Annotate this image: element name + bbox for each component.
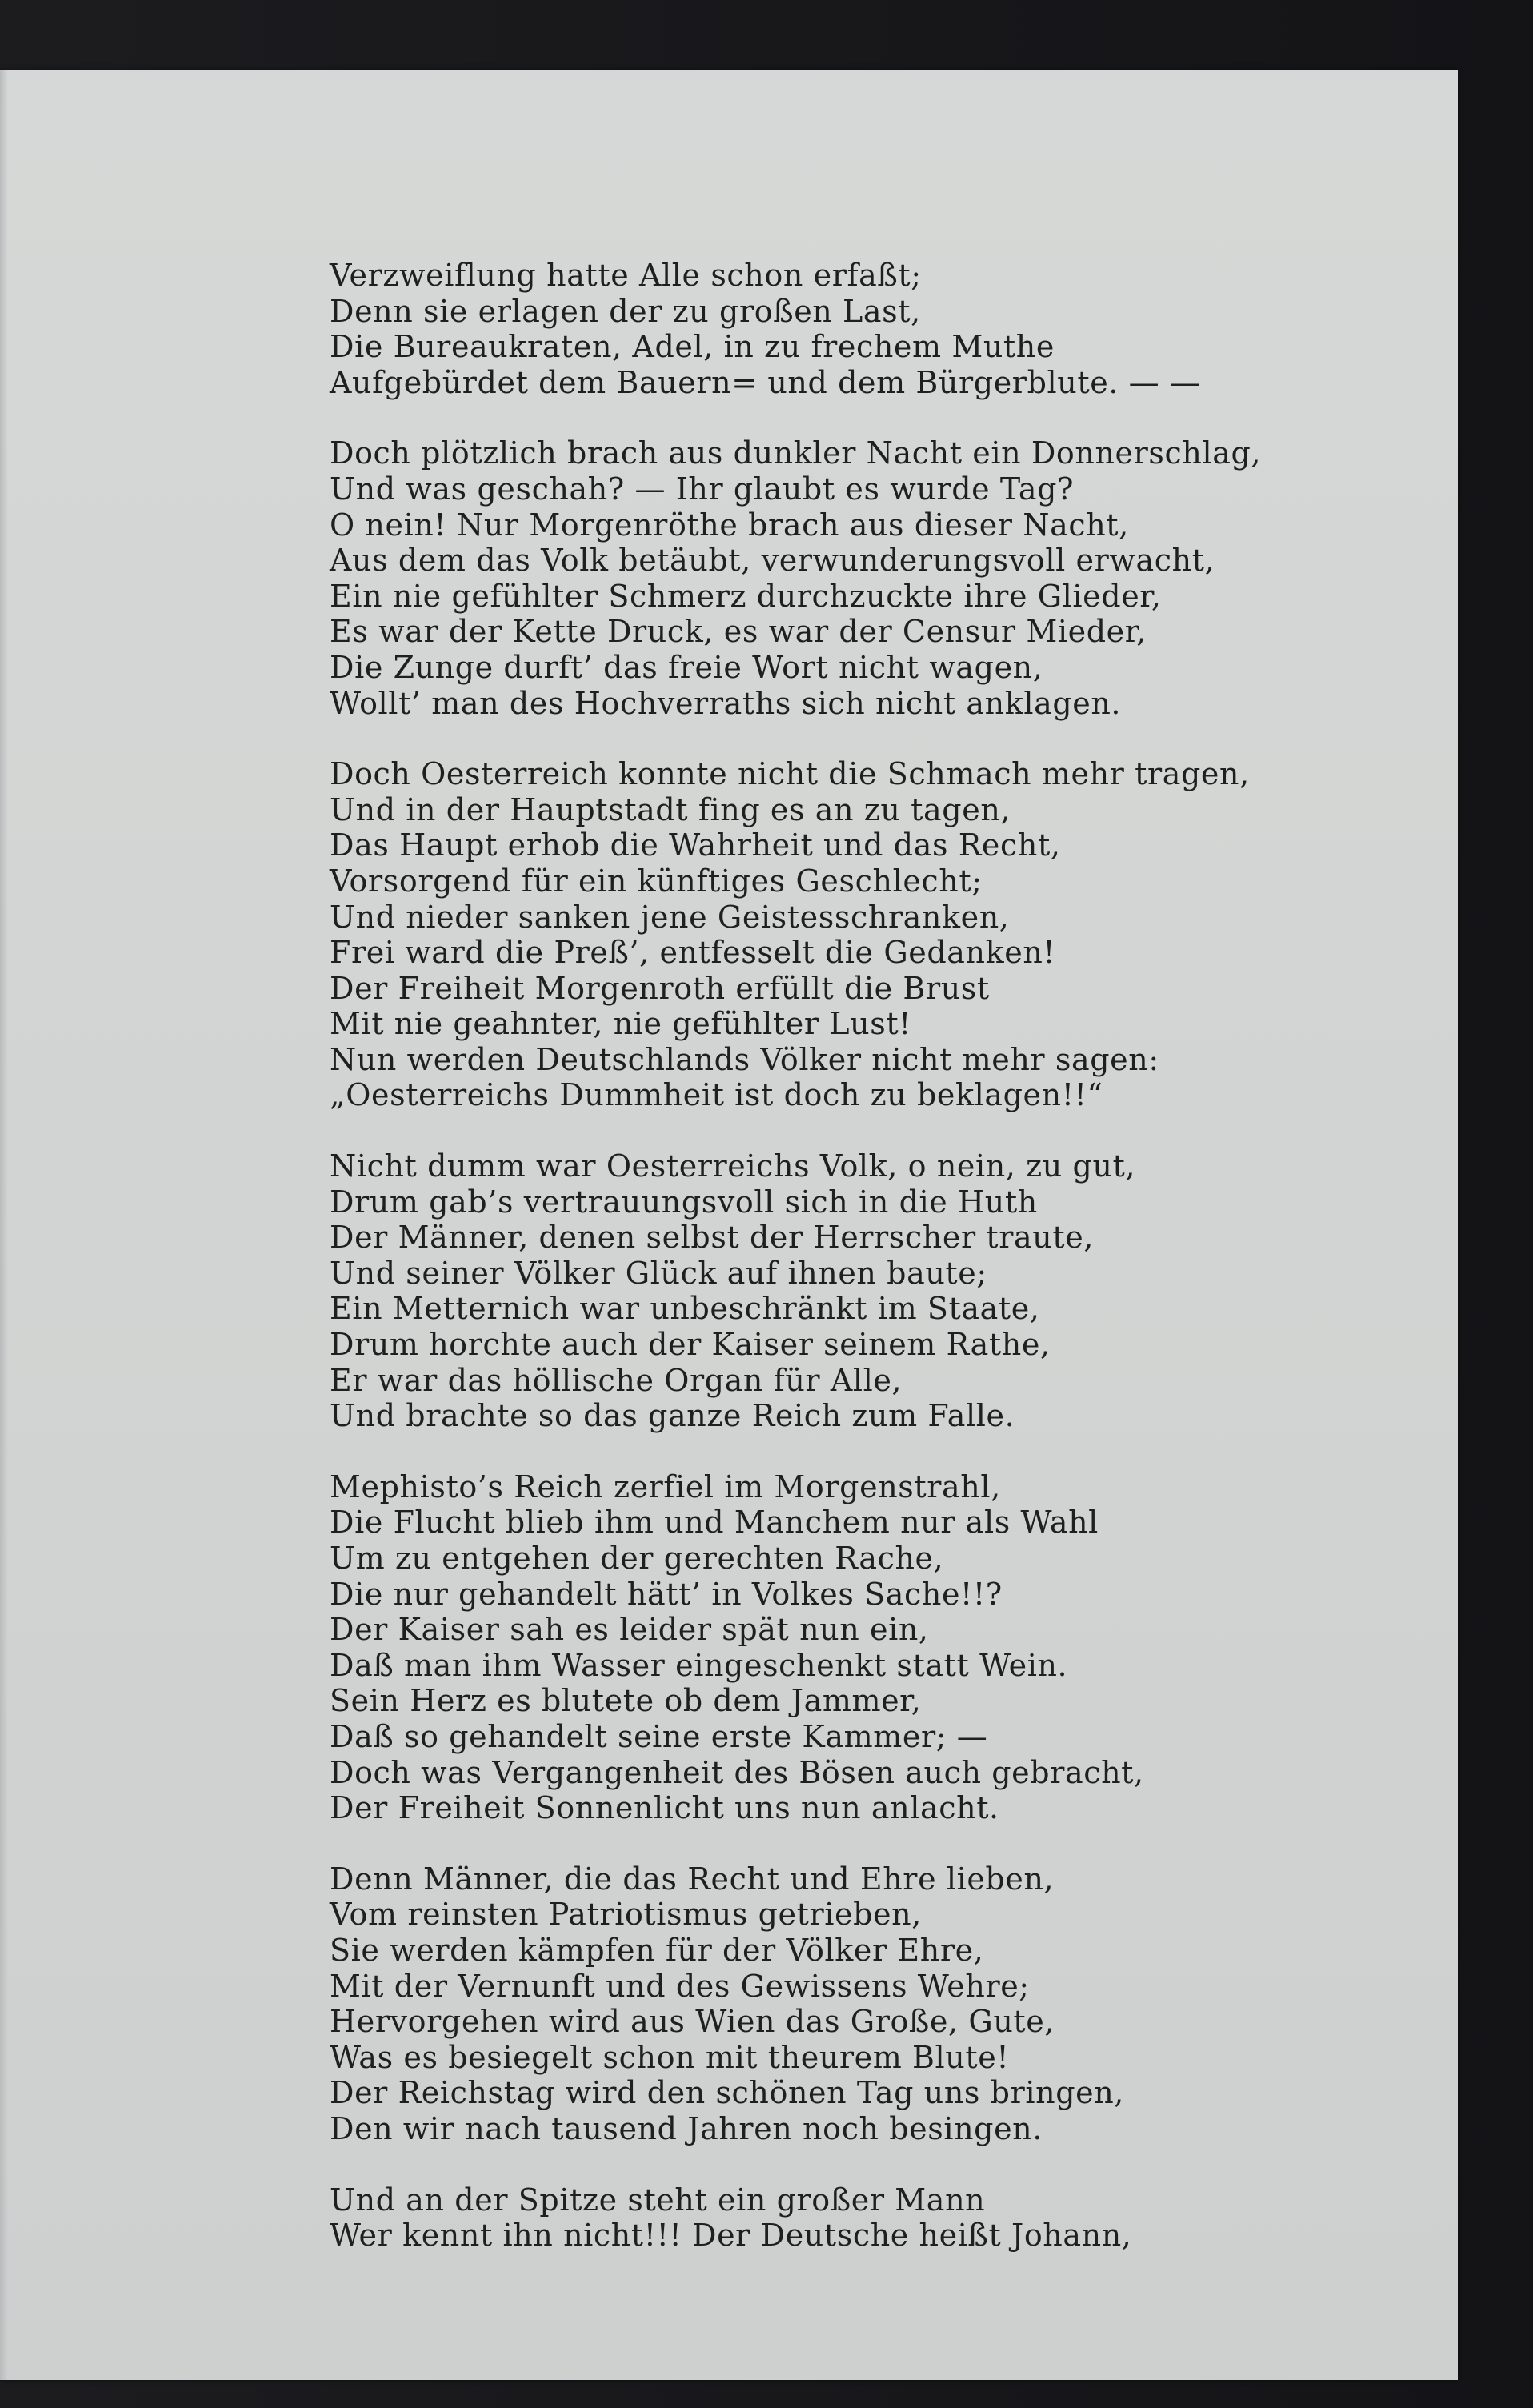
poem-line: „Oesterreichs Dummheit ist doch zu beklagen!!“ — [330, 1077, 1103, 1113]
poem-line: Und brachte so das ganze Reich zum Falle. — [330, 1398, 1015, 1434]
poem-line: Und in der Hauptstadt fing es an zu tagen, — [330, 791, 1011, 827]
poem-line: Nicht dumm war Oesterreichs Volk, o nein, zu gut, — [330, 1148, 1136, 1184]
poem-line: Die Flucht blieb ihm und Manchem nur als Wahl — [330, 1504, 1099, 1541]
stanza — [330, 2182, 1378, 2254]
poem-line: Die Bureaukraten, Adel, in zu frechem Muthe — [330, 329, 1055, 365]
poem-line: Drum gab’s vertrauungsvoll sich in die Huth — [330, 1184, 1038, 1220]
stanza — [330, 1148, 1378, 1434]
poem-line: Verzweiflung hatte Alle schon erfaßt; — [330, 258, 922, 293]
poem-line: Der Freiheit Sonnenlicht uns nun anlacht. — [330, 1790, 999, 1826]
poem-line: Doch Oesterreich konnte nicht die Schmach mehr tragen, — [330, 756, 1250, 792]
poem-line: Den wir nach tausend Jahren noch besingen. — [330, 2110, 1043, 2146]
poem-line: Daß man ihm Wasser eingeschenkt statt Wein. — [330, 1647, 1068, 1683]
poem-line: Der Männer, denen selbst der Herrscher traute, — [330, 1220, 1094, 1256]
stanza — [330, 1469, 1378, 1826]
poem-line: Der Reichstag wird den schönen Tag uns bringen, — [330, 2075, 1124, 2111]
poem-line: Doch plötzlich brach aus dunkler Nacht ein Donnerschlag, — [330, 435, 1262, 471]
poem-line: Ein nie gefühlter Schmerz durchzuckte ihre Glieder, — [330, 578, 1162, 614]
poem-line: Und was geschah? — Ihr glaubt es wurde Tag? — [330, 471, 1075, 507]
poem-line: Der Kaiser sah es leider spät nun ein, — [330, 1612, 929, 1648]
poem-line: Um zu entgehen der gerechten Rache, — [330, 1541, 944, 1576]
poem-line: Vorsorgend für ein künftiges Geschlecht; — [330, 863, 983, 899]
poem-line: Aufgebürdet dem Bauern= und dem Bürgerblute. — — — [330, 364, 1201, 400]
poem-line: Sie werden kämpfen für der Völker Ehre, — [330, 1932, 984, 1968]
poem-line: Und seiner Völker Glück auf ihnen baute; — [330, 1255, 987, 1291]
page-edge-shadow — [0, 70, 8, 2380]
poem-line: O nein! Nur Morgenröthe brach aus dieser Nacht, — [330, 507, 1129, 543]
poem-line: Er war das höllische Organ für Alle, — [330, 1362, 903, 1398]
poem-line: Doch was Vergangenheit des Bösen auch gebracht, — [330, 1754, 1144, 1790]
poem-line: Denn Männer, die das Recht und Ehre lieben, — [330, 1861, 1055, 1897]
poem-line: Denn sie erlagen der zu großen Last, — [330, 293, 921, 329]
poem-line: Mit nie geahnter, nie gefühlter Lust! — [330, 1006, 912, 1042]
poem-line: Wer kennt ihn nicht!!! Der Deutsche heißt Johann, — [330, 2218, 1132, 2254]
poem-line: Es war der Kette Druck, es war der Censur Mieder, — [330, 614, 1147, 650]
poem-line: Und nieder sanken jene Geistesschranken, — [330, 899, 1010, 935]
poem-text — [330, 258, 1378, 2289]
poem-line: Aus dem das Volk betäubt, verwunderungsvoll erwacht, — [330, 543, 1215, 579]
poem-line: Mit der Vernunft und des Gewissens Wehre; — [330, 1968, 1030, 2004]
poem-line: Daß so gehandelt seine erste Kammer; — — [330, 1718, 988, 1754]
poem-line: Sein Herz es blutete ob dem Jammer, — [330, 1683, 922, 1719]
poem-line: Mephisto’s Reich zerfiel im Morgenstrahl, — [330, 1468, 1001, 1504]
stanza — [330, 258, 1378, 400]
stanza — [330, 1861, 1378, 2147]
poem-line: Hervorgehen wird aus Wien das Große, Gute, — [330, 2004, 1055, 2040]
poem-line: Was es besiegelt schon mit theurem Blute! — [330, 2039, 1010, 2075]
poem-line: Der Freiheit Morgenroth erfüllt die Brust — [330, 970, 990, 1006]
stanza — [330, 435, 1378, 721]
poem-line: Frei ward die Preß’, entfesselt die Gedanken! — [330, 935, 1056, 971]
poem-line: Das Haupt erhob die Wahrheit und das Recht, — [330, 827, 1061, 863]
poem-line: Wollt’ man des Hochverraths sich nicht anklagen. — [330, 685, 1122, 721]
poem-line: Ein Metternich war unbeschränkt im Staate, — [330, 1291, 1040, 1327]
poem-line: Vom reinsten Patriotismus getrieben, — [330, 1897, 922, 1933]
poem-line: Und an der Spitze steht ein großer Mann — [330, 2182, 986, 2218]
poem-line: Die nur gehandelt hätt’ in Volkes Sache!!? — [330, 1576, 1003, 1612]
poem-line: Die Zunge durft’ das freie Wort nicht wagen, — [330, 649, 1043, 685]
stanza — [330, 756, 1378, 1113]
poem-line: Drum horchte auch der Kaiser seinem Rathe, — [330, 1327, 1051, 1363]
poem-line: Nun werden Deutschlands Völker nicht mehr sagen: — [330, 1041, 1159, 1077]
